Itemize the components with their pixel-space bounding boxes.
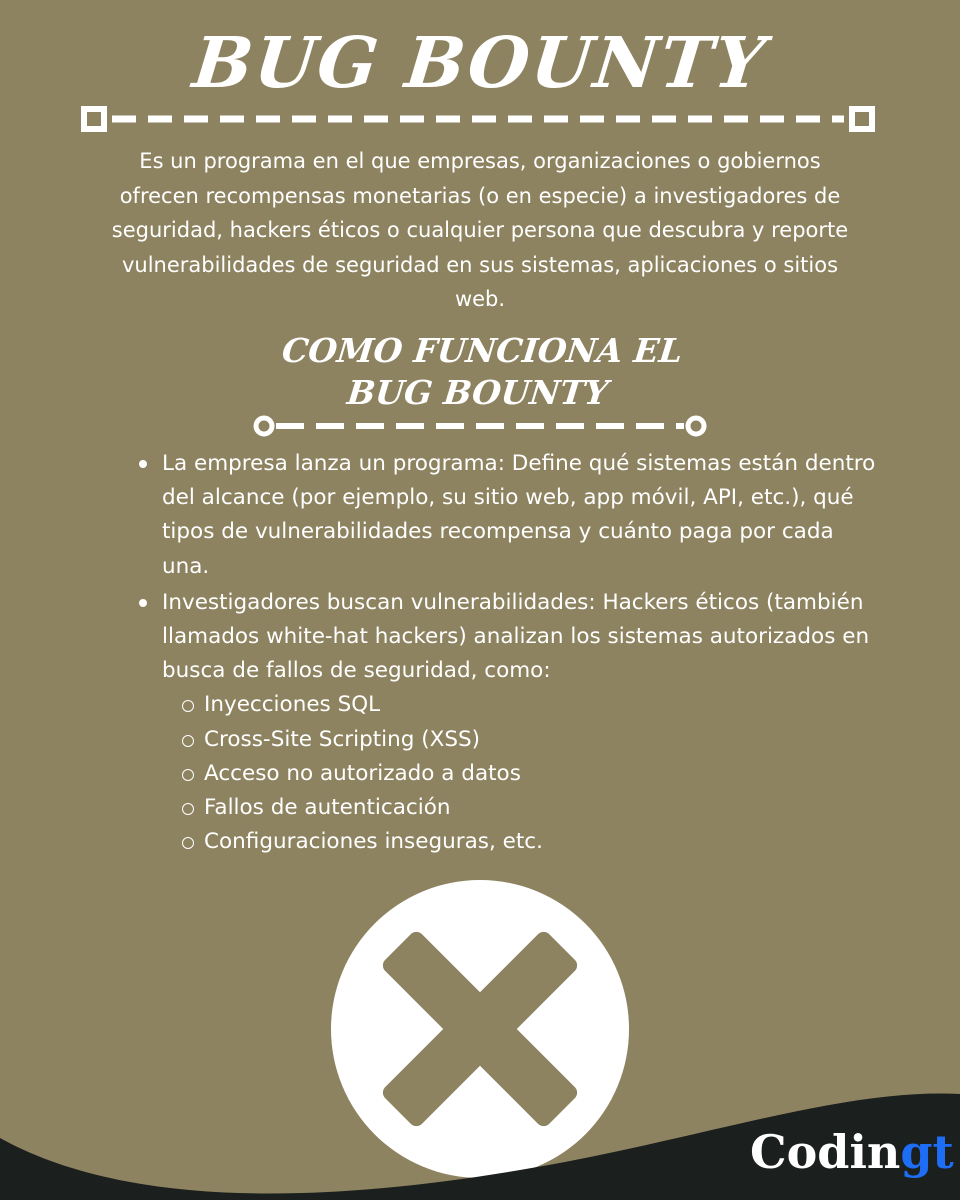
sub-list-item: Acceso no autorizado a datos bbox=[204, 757, 882, 791]
logo-text-part1: Codin bbox=[750, 1125, 901, 1179]
sub-list-item: Cross-Site Scripting (XSS) bbox=[204, 723, 882, 757]
list-item-text: Investigadores buscan vulnerabilidades: Hackers éticos (también llamados white-hat hackers) analizan los sistemas autorizados en busca de fallos de seguridad, como: bbox=[162, 589, 870, 684]
section-heading-line2: BUG BOUNTY bbox=[345, 373, 611, 412]
vulnerability-sublist bbox=[204, 688, 882, 859]
section-divider bbox=[250, 412, 710, 442]
title-divider bbox=[78, 100, 888, 140]
list-item bbox=[162, 586, 882, 860]
sub-list-item: Inyecciones SQL bbox=[204, 688, 882, 722]
list-item: La empresa lanza un programa: Define qué sistemas están dentro del alcance (por ejemplo, su sitio web, app móvil, API, etc.), qué tipos de vulnerabilidades recompensa y cuánto paga por cada una. bbox=[162, 447, 882, 584]
sub-list-item: Fallos de autenticación bbox=[204, 791, 882, 825]
section-heading-line1: COMO FUNCIONA EL bbox=[280, 331, 685, 370]
section-heading bbox=[0, 330, 960, 414]
sub-list-item: Configuraciones inseguras, etc. bbox=[204, 825, 882, 859]
divider-end-circle bbox=[256, 418, 272, 434]
brand-logo bbox=[750, 1122, 954, 1182]
intro-paragraph: Es un programa en el que empresas, organizaciones o gobiernos ofrecen recompensas monetarias (o en especie) a investigadores de seguridad, hackers éticos o cualquier persona que descubra y reporte vulnerabilidades de seguridad en sus sistemas, aplicaciones o sitios web. bbox=[111, 149, 849, 311]
divider-end-square bbox=[84, 109, 104, 129]
divider-end-circle bbox=[688, 418, 704, 434]
page-title: BUG BOUNTY bbox=[189, 21, 771, 104]
steps-list bbox=[162, 447, 882, 861]
logo-text-part2: gt bbox=[900, 1125, 954, 1179]
divider-end-square bbox=[852, 109, 872, 129]
